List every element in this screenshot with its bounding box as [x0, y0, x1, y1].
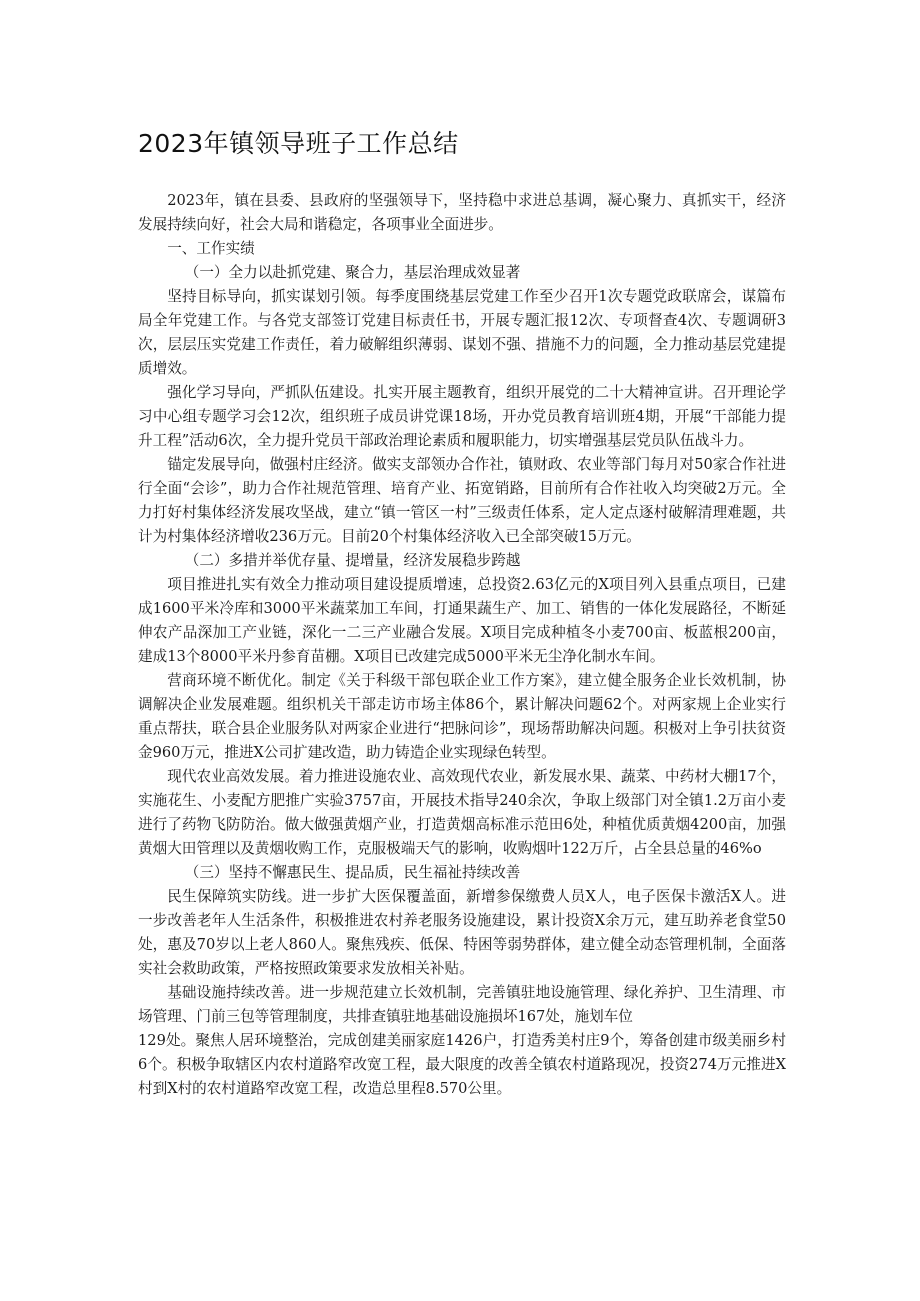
paragraph-business-environment: 营商环境不断优化。制定《关于科级干部包联企业工作方案》，建立健全服务企业长效机制，协调解决企业发展难题。组织机关干部走访市场主体86个，累计解决问题62个。对两家规上企业实行重点帮扶，联合县企业服务队对两家企业进行“把脉问诊”，现场帮助解决问题。积极对上争引扶贫资金960万元，推进X公司扩建改造，助力铸造企业实现绿色转型。	[138, 672, 786, 761]
paragraph-learning-orientation: 强化学习导向，严抓队伍建设。扎实开展主题教育，组织开展党的二十大精神宣讲。召开理论学习中心组专题学习会12次，组织班子成员讲党课18场，开办党员教育培训班4期，开展“干部能力提升工程”活动6次，全力提升党员干部政治理论素质和履职能力，切实增强基层党员队伍战斗力。	[138, 384, 786, 449]
document-page	[138, 126, 786, 1101]
paragraph-development-orientation: 锚定发展导向，做强村庄经济。做实支部领办合作社，镇财政、农业等部门每月对50家合作社进行全面“会诊”，助力合作社规范管理、培育产业、拓宽销路，目前所有合作社收入均突破2万元。全力打好村集体经济发展攻坚战，建立“镇一管区一村”三级责任体系，定人定点逐村破解清理难题，共计为村集体经济增收236万元。目前20个村集体经济收入已全部突破15万元。	[138, 456, 786, 545]
subsection-heading-economy: （二）多措并举优存量、提增量，经济发展稳步跨越	[184, 552, 521, 569]
paragraph-infrastructure: 基础设施持续改善。进一步规范建立长效机制，完善镇驻地设施管理、绿化养护、卫生清理、市场管理、门前三包等管理制度，共排查镇驻地基础设施损坏167处，施划车位	[138, 984, 786, 1025]
document-title: 2023年镇领导班子工作总结	[138, 129, 459, 158]
paragraph-social-security: 民生保障筑实防线。进一步扩大医保覆盖面，新增参保缴费人员X人，电子医保卡激活X人。进一步改善老年人生活条件，积极推进农村养老服务设施建设，累计投资X余万元，建互助养老食堂50处，惠及70岁以上老人860人。聚焦残疾、低保、特困等弱势群体，建立健全动态管理机制，全面落实社会救助政策，严格按照政策要求发放相关补贴。	[138, 888, 786, 977]
paragraph-infrastructure-continued: 129处。聚焦人居环境整治，完成创建美丽家庭1426户，打造秀美村庄9个，筹备创建市级美丽乡村6个。积极争取辖区内农村道路窄改宽工程，最大限度的改善全镇农村道路现况，投资274万元推进X村到X村的农村道路窄改宽工程，改造总里程8.570公里。	[138, 1032, 786, 1097]
section-heading-achievements: 一、工作实绩	[167, 240, 255, 257]
paragraph-project-progress: 项目推进扎实有效全力推动项目建设提质增速，总投资2.63亿元的X项目列入县重点项目，已建成1600平米冷库和3000平米蔬菜加工车间，打通果蔬生产、加工、销售的一体化发展路径，不断延伸农产品深加工产业链，深化一二三产业融合发展。X项目完成种植冬小麦700亩、板蓝根200亩，建成13个8000平米丹参育苗棚。X项目已改建完成5000平米无尘净化制水车间。	[138, 576, 786, 665]
subsection-heading-livelihood: （三）坚持不懈惠民生、提品质，民生福祉持续改善	[184, 864, 521, 881]
paragraph-modern-agriculture: 现代农业高效发展。着力推进设施农业、高效现代农业，新发展水果、蔬菜、中药材大棚17个，实施花生、小麦配方肥推广实验3757亩，开展技术指导240余次，争取上级部门对全镇1.2万亩小麦进行了药物飞防防治。做大做强黄烟产业，打造黄烟高标准示范田6处，种植优质黄烟4200亩，加强黄烟大田管理以及黄烟收购工作，克服极端天气的影响，收购烟叶122万斤，占全县总量的46%o	[138, 768, 786, 857]
paragraph-goal-orientation: 坚持目标导向，抓实谋划引领。每季度围绕基层党建工作至少召开1次专题党政联席会，谋篇布局全年党建工作。与各党支部签订党建目标责任书，开展专题汇报12次、专项督查4次、专题调研3次，层层压实党建工作责任，着力破解组织薄弱、谋划不强、措施不力的问题，全力推动基层党建提质增效。	[138, 288, 786, 377]
intro-paragraph: 2023年，镇在县委、县政府的坚强领导下，坚持稳中求进总基调，凝心聚力、真抓实干，经济发展持续向好，社会大局和谐稳定，各项事业全面进步。	[138, 192, 786, 233]
subsection-heading-party-building: （一）全力以赴抓党建、聚合力，基层治理成效显著	[184, 264, 521, 281]
